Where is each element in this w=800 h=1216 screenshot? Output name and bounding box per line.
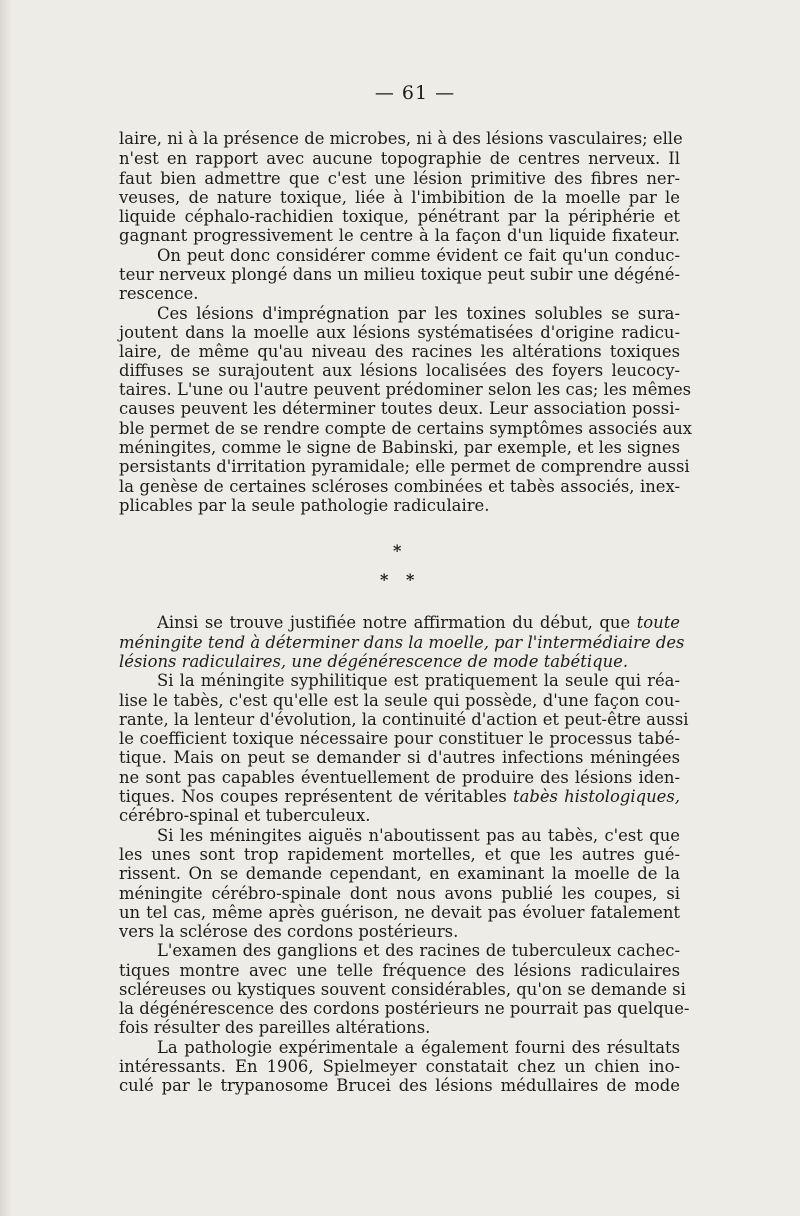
text-line: causes peuvent les déterminer toutes deux. Leur association possi- — [119, 399, 680, 418]
text-line: un tel cas, même après guérison, ne devait pas évoluer fatalement — [119, 903, 680, 922]
page-edge-shadow — [0, 0, 12, 1216]
text-line: joutent dans la moelle aux lésions systématisées d'origine radicu- — [119, 323, 680, 342]
text-line: Ces lésions d'imprégnation par les toxines solubles se sura- — [157, 304, 680, 323]
text-line: scléreuses ou kystiques souvent considérables, qu'on se demande si — [119, 980, 686, 999]
text-line: La pathologie expérimentale a également fourni des résultats — [157, 1038, 680, 1057]
text-line: méningite cérébro-spinale dont nous avons publié les coupes, si — [119, 884, 680, 903]
text-line: Si les méningites aiguës n'aboutissent pas au tabès, c'est que — [157, 826, 680, 845]
text-line: n'est en rapport avec aucune topographie de centres nerveux. Il — [119, 149, 680, 168]
text-line: tiques. Nos coupes représentent de véritables tabès histologiques, — [119, 787, 680, 806]
text-line: laire, ni à la présence de microbes, ni à des lésions vasculaires; elle — [119, 129, 683, 148]
text-line: persistants d'irritation pyramidale; elle permet de comprendre aussi — [119, 457, 690, 476]
section-break-star: * — [380, 570, 389, 589]
text-line: rante, la lenteur d'évolution, la continuité d'action et peut-être aussi — [119, 710, 689, 729]
text-line: Ainsi se trouve justifiée notre affirmation du début, que toute — [157, 613, 680, 632]
text-line: la genèse de certaines scléroses combinées et tabès associés, inex- — [119, 477, 680, 496]
text-line: tiques montre avec une telle fréquence des lésions radiculaires — [119, 961, 680, 980]
text-line: taires. L'une ou l'autre peuvent prédominer selon les cas; les mêmes — [119, 380, 692, 399]
text-line: vers la sclérose des cordons postérieurs. — [119, 922, 459, 941]
section-break-star: * — [406, 570, 415, 589]
text-line: laire, de même qu'au niveau des racines les altérations toxiques — [119, 342, 680, 361]
text-line: gagnant progressivement le centre à la façon d'un liquide fixateur. — [119, 226, 680, 245]
text-line: diffuses se surajoutent aux lésions localisées des foyers leucocy- — [119, 361, 680, 380]
text-line: ne sont pas capables éventuellement de produire des lésions iden- — [119, 768, 680, 787]
page-number: — 61 — — [374, 82, 456, 104]
text-line: liquide céphalo-rachidien toxique, pénétrant par la périphérie et — [119, 207, 680, 226]
text-line: faut bien admettre que c'est une lésion primitive des fibres ner- — [119, 169, 680, 188]
text-line: cérébro-spinal et tuberculeux. — [119, 806, 371, 825]
text-line: méningite tend à déterminer dans la moelle, par l'intermédiaire des — [119, 633, 685, 652]
text-line: plicables par la seule pathologie radiculaire. — [119, 496, 490, 515]
text-line: rescence. — [119, 284, 199, 303]
text-line: méningites, comme le signe de Babinski, par exemple, et les signes — [119, 438, 680, 457]
text-line: tique. Mais on peut se demander si d'autres infections méningées — [119, 748, 680, 767]
text-line: rissent. On se demande cependant, en examinant la moelle de la — [119, 864, 680, 883]
text-line: les unes sont trop rapidement mortelles, et que les autres gué- — [119, 845, 680, 864]
text-line: culé par le trypanosome Brucei des lésions médullaires de mode — [119, 1076, 680, 1095]
text-line: lésions radiculaires, une dégénérescence de mode tabétique. — [119, 652, 629, 671]
text-line: L'examen des ganglions et des racines de tuberculeux cachec- — [157, 941, 680, 960]
text-line: lise le tabès, c'est qu'elle est la seule qui possède, d'une façon cou- — [119, 691, 680, 710]
text-line: ble permet de se rendre compte de certains symptômes associés aux — [119, 419, 693, 438]
text-line: la dégénérescence des cordons postérieurs ne pourrait pas quelque- — [119, 999, 690, 1018]
text-line: veuses, de nature toxique, liée à l'imbibition de la moelle par le — [119, 188, 680, 207]
text-line: intéressants. En 1906, Spielmeyer constatait chez un chien ino- — [119, 1057, 680, 1076]
text-line: teur nerveux plongé dans un milieu toxique peut subir une dégéné- — [119, 265, 680, 284]
section-break-star: * — [393, 541, 402, 560]
text-line: fois résulter des pareilles altérations. — [119, 1018, 431, 1037]
text-line: le coefficient toxique nécessaire pour constituer le processus tabé- — [119, 729, 680, 748]
text-line: Si la méningite syphilitique est pratiquement la seule qui réa- — [157, 671, 680, 690]
text-line: On peut donc considérer comme évident ce fait qu'un conduc- — [157, 246, 680, 265]
